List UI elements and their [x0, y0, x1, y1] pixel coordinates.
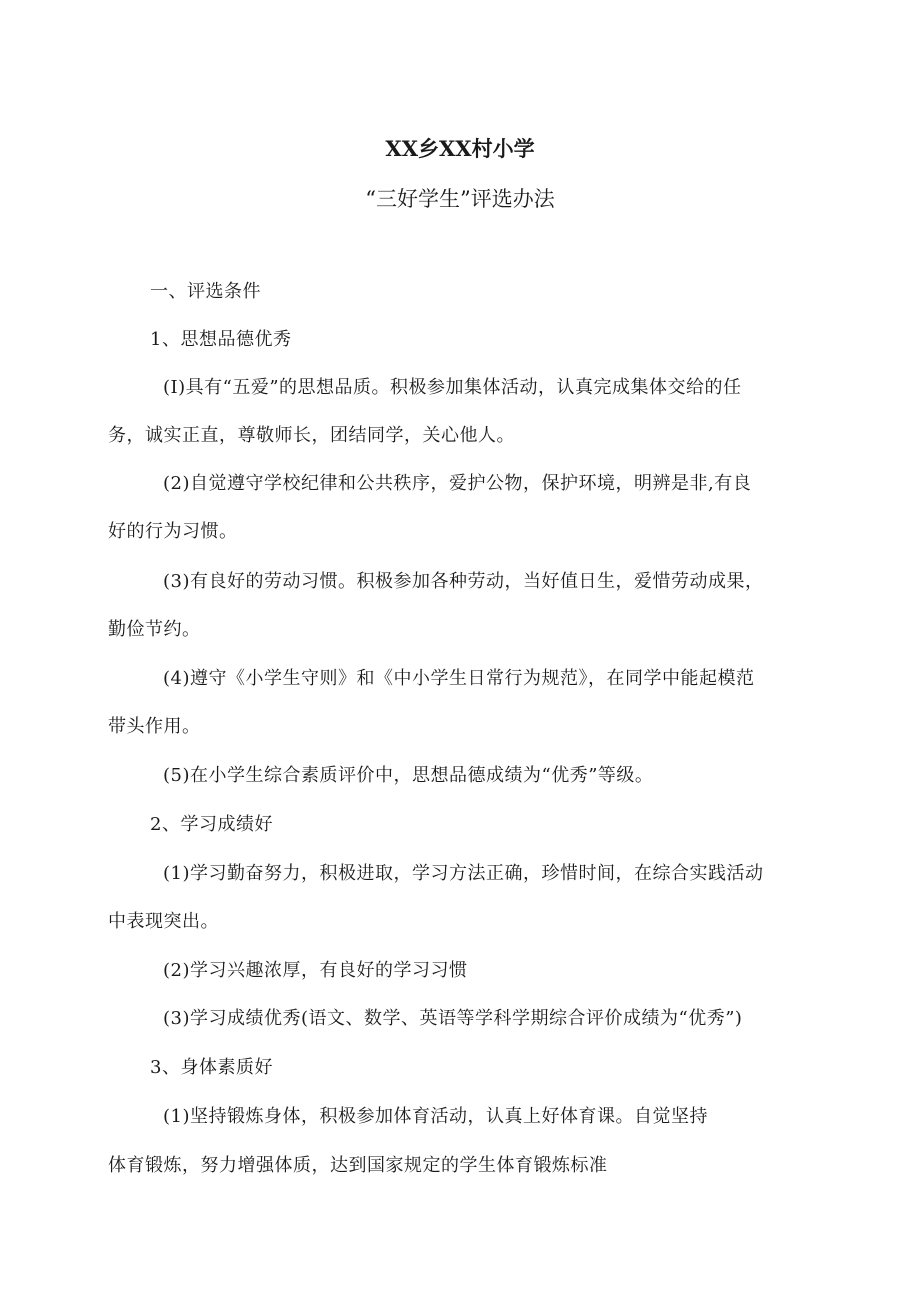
- subheading-study: 2、学习成绩好: [150, 814, 273, 835]
- paragraph-line: 务，诚实正直，尊敬师长，团结同学，关心他人。: [108, 425, 515, 446]
- paragraph-line: 体育锻炼，努力增强体质，达到国家规定的学生体育锻炼标准: [108, 1155, 608, 1176]
- document-title: “三好学生”评选办法: [365, 187, 555, 211]
- paragraph-line: 中表现突出。: [108, 911, 219, 932]
- paragraph-line: 好的行为习惯。: [108, 521, 238, 542]
- paragraph-line: 带头作用。: [108, 716, 201, 737]
- paragraph-line: (1)学习勤奋努力，积极进取，学习方法正确，珍惜时间，在综合实践活动: [163, 863, 764, 884]
- paragraph-line: (3)有良好的劳动习惯。积极参加各种劳动，当好值日生，爱惜劳动成果，: [163, 571, 764, 592]
- paragraph-line: (I)具有“五爱”的思想品质。积极参加集体活动，认真完成集体交给的任: [163, 377, 742, 398]
- paragraph-line: (2)学习兴趣浓厚，有良好的学习习惯: [163, 960, 468, 981]
- subheading-moral: 1、思想品德优秀: [150, 329, 292, 350]
- subheading-physical: 3、身体素质好: [150, 1057, 273, 1078]
- paragraph-line: (3)学习成绩优秀(语文、数学、英语等学科学期综合评价成绩为“优秀”): [163, 1008, 743, 1029]
- paragraph-line: (2)自觉遵守学校纪律和公共秩序，爱护公物，保护环境，明辨是非,有良: [163, 473, 752, 494]
- school-name: XX乡XX村小学: [385, 136, 535, 161]
- paragraph-line: (4)遵守《小学生守则》和《中小学生日常行为规范》，在同学中能起模范: [163, 668, 755, 689]
- section-heading-criteria: 一、评选条件: [150, 281, 261, 302]
- paragraph-line: (5)在小学生综合素质评价中，思想品德成绩为“优秀”等级。: [163, 765, 654, 786]
- paragraph-line: (1)坚持锻炼身体，积极参加体育活动，认真上好体育课。自觉坚持: [163, 1106, 708, 1127]
- paragraph-line: 勤俭节约。: [108, 619, 201, 640]
